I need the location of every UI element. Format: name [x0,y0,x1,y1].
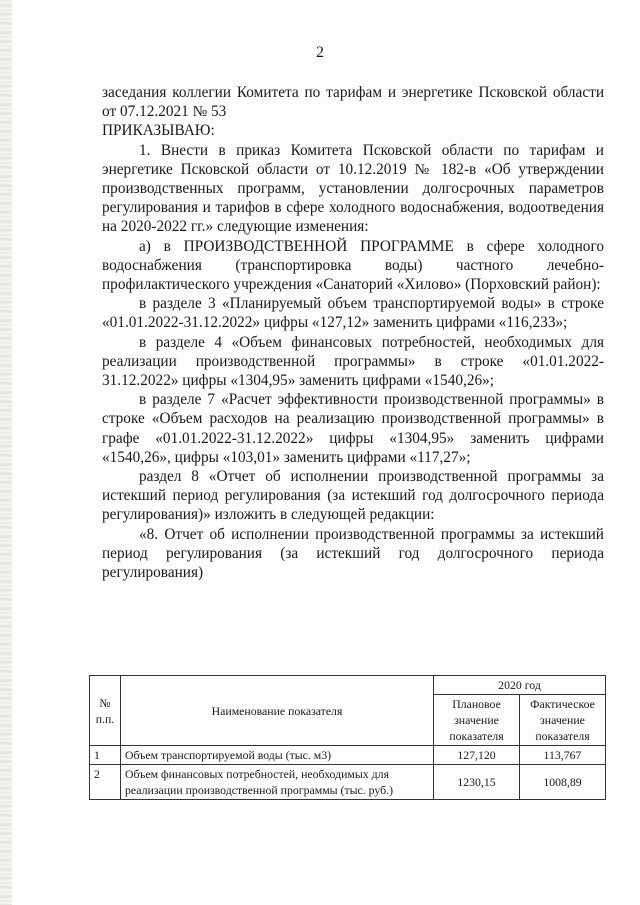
header-indicator-name: Наименование показателя [121,676,434,746]
page-number: 2 [316,44,324,61]
row-name: Объем транспортируемой воды (тыс. м3) [121,746,434,765]
table-row [90,746,606,765]
paragraph-order-heading: ПРИКАЗЫВАЮ: [102,122,215,140]
header-fact: Фактическое значение показателя [520,695,606,746]
row-fact: 113,767 [520,746,606,765]
paragraph-section-7: в разделе 7 «Расчет эффективности производственной программы» в строке «Объем расходов на реализацию производственной программы» в графе «01.01.2022-31.12.2022» цифры «1304,95» заменить цифрами «1540,26», цифры «103,01» заменить цифрами «117,27»; [102,391,604,466]
report-table [89,675,606,800]
document-body [102,83,604,582]
row-num: 1 [90,746,121,765]
paragraph-report-title: «8. Отчет об исполнении производственной программы за истекший период регулирования (за истекший год долгосрочного периода регулирования) [102,525,604,582]
table-row [90,765,606,800]
paragraph-item-a: а) в ПРОИЗВОДСТВЕННОЙ ПРОГРАММЕ в сфере холодного водоснабжения (транспортировка воды) частного лечебно-профилактического учреждения «Санаторий «Хилово» (Порховский район): [102,237,604,294]
row-plan: 1230,15 [434,765,520,800]
scan-edge-artifact [0,0,12,905]
paragraph-section-8: раздел 8 «Отчет об исполнении производственной программы за истекший период регулирования (за истекший год долгосрочного периода регулирования)» изложить в следующей редакции: [102,468,604,524]
paragraph-section-4: в разделе 4 «Объем финансовых потребностей, необходимых для реализации производственной программы» в строке «01.01.2022-31.12.2022» цифры «1304,95» заменить цифрами «1540,26»; [102,333,604,390]
header-plan: Плановое значение показателя [434,695,520,746]
paragraph-section-3: в разделе 3 «Планируемый объем транспортируемой воды» в строке «01.01.2022-31.12.2022» цифры «127,12» заменить цифрами «116,233»; [102,295,604,332]
row-fact: 1008,89 [520,765,606,800]
paragraph-meeting-reference: заседания коллегии Комитета по тарифам и энергетике Псковской области от 07.12.2021 № 53 [102,84,604,121]
table-header-row [90,676,606,695]
header-num: № п.п. [90,676,121,746]
row-name: Объем финансовых потребностей, необходимых для реализации производственной программы (тыс. руб.) [121,765,434,800]
row-num: 2 [90,765,121,800]
paragraph-item-1: 1. Внести в приказ Комитета Псковской области по тарифам и энергетике Псковской области от 10.12.2019 № 182-в «Об утверждении производственных программ, установлении долгосрочных параметров регулирования и тарифов в сфере холодного водоснабжения, водоотведения на 2020-2022 гг.» следующие изменения: [102,141,604,236]
row-plan: 127,120 [434,746,520,765]
header-year: 2020 год [434,676,606,695]
